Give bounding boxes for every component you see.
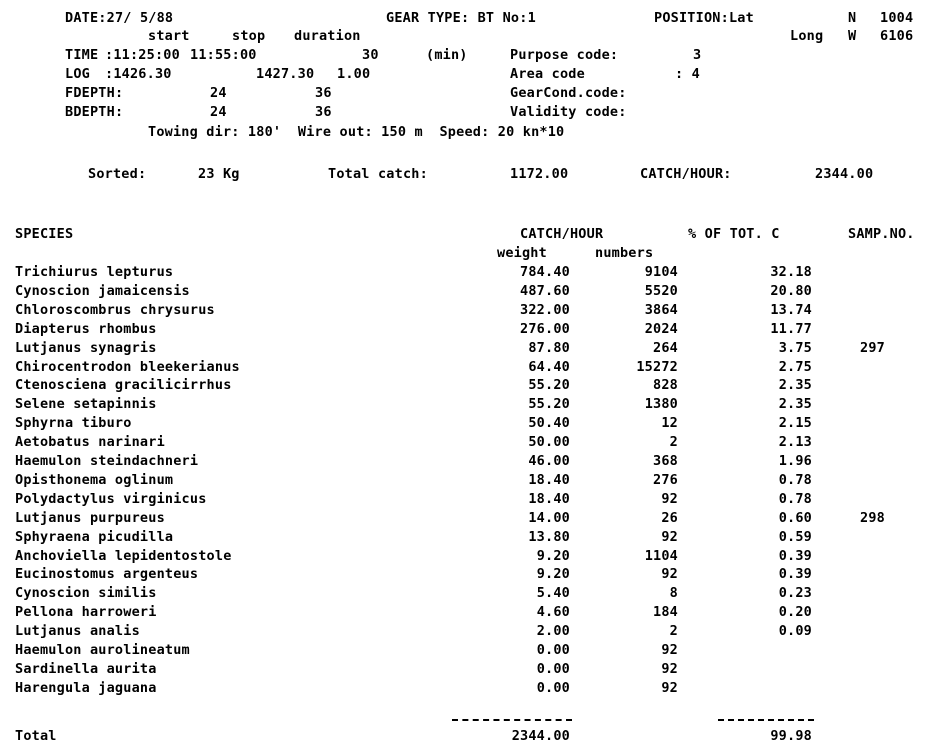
time-unit: (min): [426, 47, 468, 63]
log-duration: 1.00: [337, 66, 371, 82]
numbers-cell: 2: [669, 623, 678, 640]
towing-info: Towing dir: 180' Wire out: 150 m Speed: 20 kn*10: [148, 124, 565, 140]
numbers-cell: 92: [661, 528, 678, 545]
purpose-value: 3: [693, 47, 702, 63]
pct-cell: 0.39: [778, 566, 812, 583]
weight-total-rule: [452, 719, 572, 721]
col-stop: stop: [232, 28, 266, 44]
col-header-pct: % OF TOT. C: [688, 226, 780, 242]
date: DATE:27/ 5/88: [65, 10, 174, 26]
col-header-catch-hour: CATCH/HOUR: [520, 226, 604, 242]
species-name: Lutjanus purpureus: [15, 509, 165, 526]
gear-type: GEAR TYPE: BT No:1: [386, 10, 536, 26]
long-value: 6106: [880, 28, 914, 44]
species-name: Chloroscombrus chrysurus: [15, 301, 215, 318]
pct-cell: 13.74: [770, 301, 812, 318]
species-name: Haemulon steindachneri: [15, 453, 199, 469]
weight-cell: 55.20: [528, 377, 570, 394]
pct-cell: 2.15: [778, 415, 812, 432]
pct-cell: 0.78: [778, 490, 812, 507]
weight-cell: 18.40: [528, 490, 570, 507]
catch-hour-label: CATCH/HOUR:: [640, 166, 732, 182]
col-start: start: [148, 28, 190, 44]
purpose-label: Purpose code:: [510, 47, 619, 63]
weight-cell: 64.40: [528, 358, 570, 375]
position-label: POSITION:Lat: [654, 10, 754, 26]
pct-total-rule: [718, 719, 814, 721]
species-name: Ctenosciena gracilicirrhus: [15, 377, 232, 394]
numbers-cell: 8: [669, 585, 678, 602]
weight-cell: 87.80: [528, 339, 570, 356]
numbers-cell: 2024: [644, 320, 678, 337]
species-name: Haemulon aurolineatum: [15, 642, 190, 658]
col-duration: duration: [294, 28, 361, 44]
weight-cell: 276.00: [520, 320, 570, 337]
pct-cell: 0.60: [778, 509, 812, 526]
sorted-label: Sorted:: [88, 166, 147, 182]
numbers-cell: 26: [661, 509, 678, 526]
species-name: Cynoscion similis: [15, 585, 157, 602]
pct-cell: 0.23: [778, 585, 812, 602]
catch-hour-value: 2344.00: [815, 166, 874, 182]
species-name: Opisthonema oglinum: [15, 471, 174, 488]
numbers-cell: 1380: [644, 396, 678, 413]
pct-cell: 20.80: [770, 282, 812, 299]
numbers-cell: 92: [661, 660, 678, 677]
numbers-cell: 184: [653, 604, 678, 621]
numbers-cell: 276: [653, 471, 678, 488]
pct-cell: 0.09: [778, 623, 812, 640]
sorted-value: 23 Kg: [198, 166, 240, 182]
log-label: LOG: [65, 66, 90, 82]
weight-cell: 0.00: [536, 679, 570, 696]
lat-hemisphere: N: [848, 10, 857, 26]
numbers-cell: 92: [661, 642, 678, 658]
weight-cell: 50.00: [528, 434, 570, 451]
log-start: :1426.30: [105, 66, 172, 82]
weight-cell: 5.40: [536, 585, 570, 602]
samp-cell: 298: [860, 509, 885, 526]
col-header-samp: SAMP.NO.: [848, 226, 915, 242]
bdepth-stop: 36: [315, 104, 332, 120]
pct-cell: 2.75: [778, 358, 812, 375]
area-label: Area code: [510, 66, 585, 82]
time-start: :11:25:00: [105, 47, 180, 63]
numbers-cell: 12: [661, 415, 678, 432]
pct-cell: 0.39: [778, 547, 812, 564]
fdepth-label: FDEPTH:: [65, 85, 124, 101]
col-subheader-weight: weight: [497, 245, 547, 261]
long-label: Long: [790, 28, 824, 44]
pct-cell: 0.59: [778, 528, 812, 545]
species-name: Sphyraena picudilla: [15, 528, 174, 545]
species-name: Aetobatus narinari: [15, 434, 165, 451]
numbers-cell: 368: [653, 453, 678, 469]
pct-cell: 2.13: [778, 434, 812, 451]
weight-cell: 487.60: [520, 282, 570, 299]
species-name: Anchoviella lepidentostole: [15, 547, 232, 564]
pct-cell: 0.20: [778, 604, 812, 621]
numbers-cell: 1104: [644, 547, 678, 564]
total-label: Total: [15, 728, 57, 744]
weight-cell: 322.00: [520, 301, 570, 318]
numbers-cell: 5520: [644, 282, 678, 299]
gearcond-label: GearCond.code:: [510, 85, 627, 101]
species-name: Cynoscion jamaicensis: [15, 282, 190, 299]
total-weight: 2344.00: [511, 728, 570, 744]
bdepth-label: BDEPTH:: [65, 104, 124, 120]
numbers-cell: 264: [653, 339, 678, 356]
weight-cell: 9.20: [536, 547, 570, 564]
time-duration: 30: [362, 47, 379, 63]
numbers-cell: 9104: [644, 264, 678, 280]
numbers-cell: 92: [661, 679, 678, 696]
samp-cell: 297: [860, 339, 885, 356]
fdepth-start: 24: [210, 85, 227, 101]
species-name: Harengula jaguana: [15, 679, 157, 696]
pct-cell: 32.18: [770, 264, 812, 280]
log-stop: 1427.30: [256, 66, 315, 82]
weight-cell: 13.80: [528, 528, 570, 545]
numbers-cell: 3864: [644, 301, 678, 318]
species-name: Lutjanus analis: [15, 623, 140, 640]
weight-cell: 55.20: [528, 396, 570, 413]
total-pct: 99.98: [770, 728, 812, 744]
weight-cell: 50.40: [528, 415, 570, 432]
weight-cell: 18.40: [528, 471, 570, 488]
weight-cell: 2.00: [536, 623, 570, 640]
pct-cell: 11.77: [770, 320, 812, 337]
col-subheader-numbers: numbers: [595, 245, 654, 261]
total-catch-label: Total catch:: [328, 166, 428, 182]
total-catch-value: 1172.00: [510, 166, 569, 182]
species-name: Polydactylus virginicus: [15, 490, 207, 507]
pct-cell: 1.96: [778, 453, 812, 469]
species-name: Sphyrna tiburo: [15, 415, 132, 432]
validity-label: Validity code:: [510, 104, 627, 120]
area-value: : 4: [675, 66, 700, 82]
lat-value: 1004: [880, 10, 914, 26]
weight-cell: 0.00: [536, 660, 570, 677]
numbers-cell: 828: [653, 377, 678, 394]
weight-cell: 784.40: [520, 264, 570, 280]
weight-cell: 46.00: [528, 453, 570, 469]
numbers-cell: 15272: [636, 358, 678, 375]
long-hemisphere: W: [848, 28, 857, 44]
fdepth-stop: 36: [315, 85, 332, 101]
species-name: Eucinostomus argenteus: [15, 566, 199, 583]
pct-cell: 2.35: [778, 396, 812, 413]
species-name: Trichiurus lepturus: [15, 264, 174, 280]
species-name: Diapterus rhombus: [15, 320, 157, 337]
species-name: Pellona harroweri: [15, 604, 157, 621]
time-label: TIME: [65, 47, 99, 63]
numbers-cell: 92: [661, 490, 678, 507]
numbers-cell: 2: [669, 434, 678, 451]
time-stop: 11:55:00: [190, 47, 257, 63]
species-name: Sardinella aurita: [15, 660, 157, 677]
numbers-cell: 92: [661, 566, 678, 583]
species-name: Lutjanus synagris: [15, 339, 157, 356]
weight-cell: 4.60: [536, 604, 570, 621]
species-name: Selene setapinnis: [15, 396, 157, 413]
pct-cell: 3.75: [778, 339, 812, 356]
bdepth-start: 24: [210, 104, 227, 120]
weight-cell: 9.20: [536, 566, 570, 583]
pct-cell: 0.78: [778, 471, 812, 488]
weight-cell: 0.00: [536, 642, 570, 658]
pct-cell: 2.35: [778, 377, 812, 394]
col-header-species: SPECIES: [15, 226, 74, 242]
species-name: Chirocentrodon bleekerianus: [15, 358, 240, 375]
weight-cell: 14.00: [528, 509, 570, 526]
